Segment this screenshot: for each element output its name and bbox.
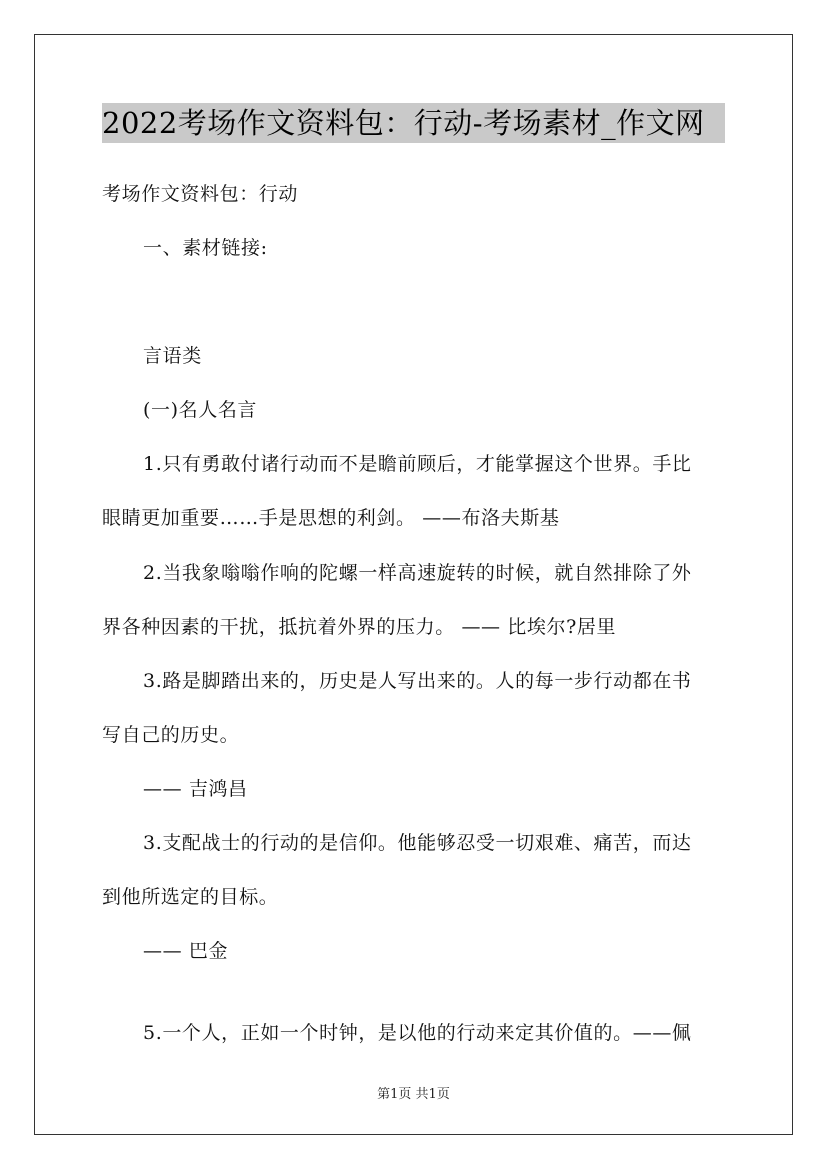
document-subtitle: 考场作文资料包：行动	[102, 183, 299, 205]
quote-line: 5.一个人，正如一个时钟，是以他的行动来定其价值的。——佩	[143, 1022, 692, 1044]
page-footer: 第1页 共1页	[377, 1087, 450, 1102]
document-title: 2022考场作文资料包：行动-考场素材_作文网	[102, 103, 725, 143]
quote-line: 3.支配战士的行动的是信仰。他能够忍受一切艰难、痛苦，而达	[143, 832, 692, 854]
quote-line: 2.当我象嗡嗡作响的陀螺一样高速旋转的时候，就自然排除了外	[143, 562, 692, 584]
quote-line: 1.只有勇敢付诸行动而不是瞻前顾后，才能掌握这个世界。手比	[143, 453, 692, 475]
quote-line: 3.路是脚踏出来的，历史是人写出来的。人的每一步行动都在书	[143, 670, 692, 692]
quote-line: 到他所选定的目标。	[102, 886, 279, 908]
quote-attribution: —— 巴金	[143, 940, 229, 962]
category-label: 言语类	[143, 345, 202, 367]
quote-line: 写自己的历史。	[102, 724, 240, 746]
quote-attribution: —— 吉鸿昌	[143, 778, 248, 800]
quote-line: 界各种因素的干扰，抵抗着外界的压力。 —— 比埃尔?居里	[102, 616, 617, 638]
quote-line: 眼睛更加重要……手是思想的利剑。 ——布洛夫斯基	[102, 507, 560, 529]
section-heading: 一、素材链接:	[143, 237, 268, 259]
subheading: (一)名人名言	[143, 399, 258, 421]
